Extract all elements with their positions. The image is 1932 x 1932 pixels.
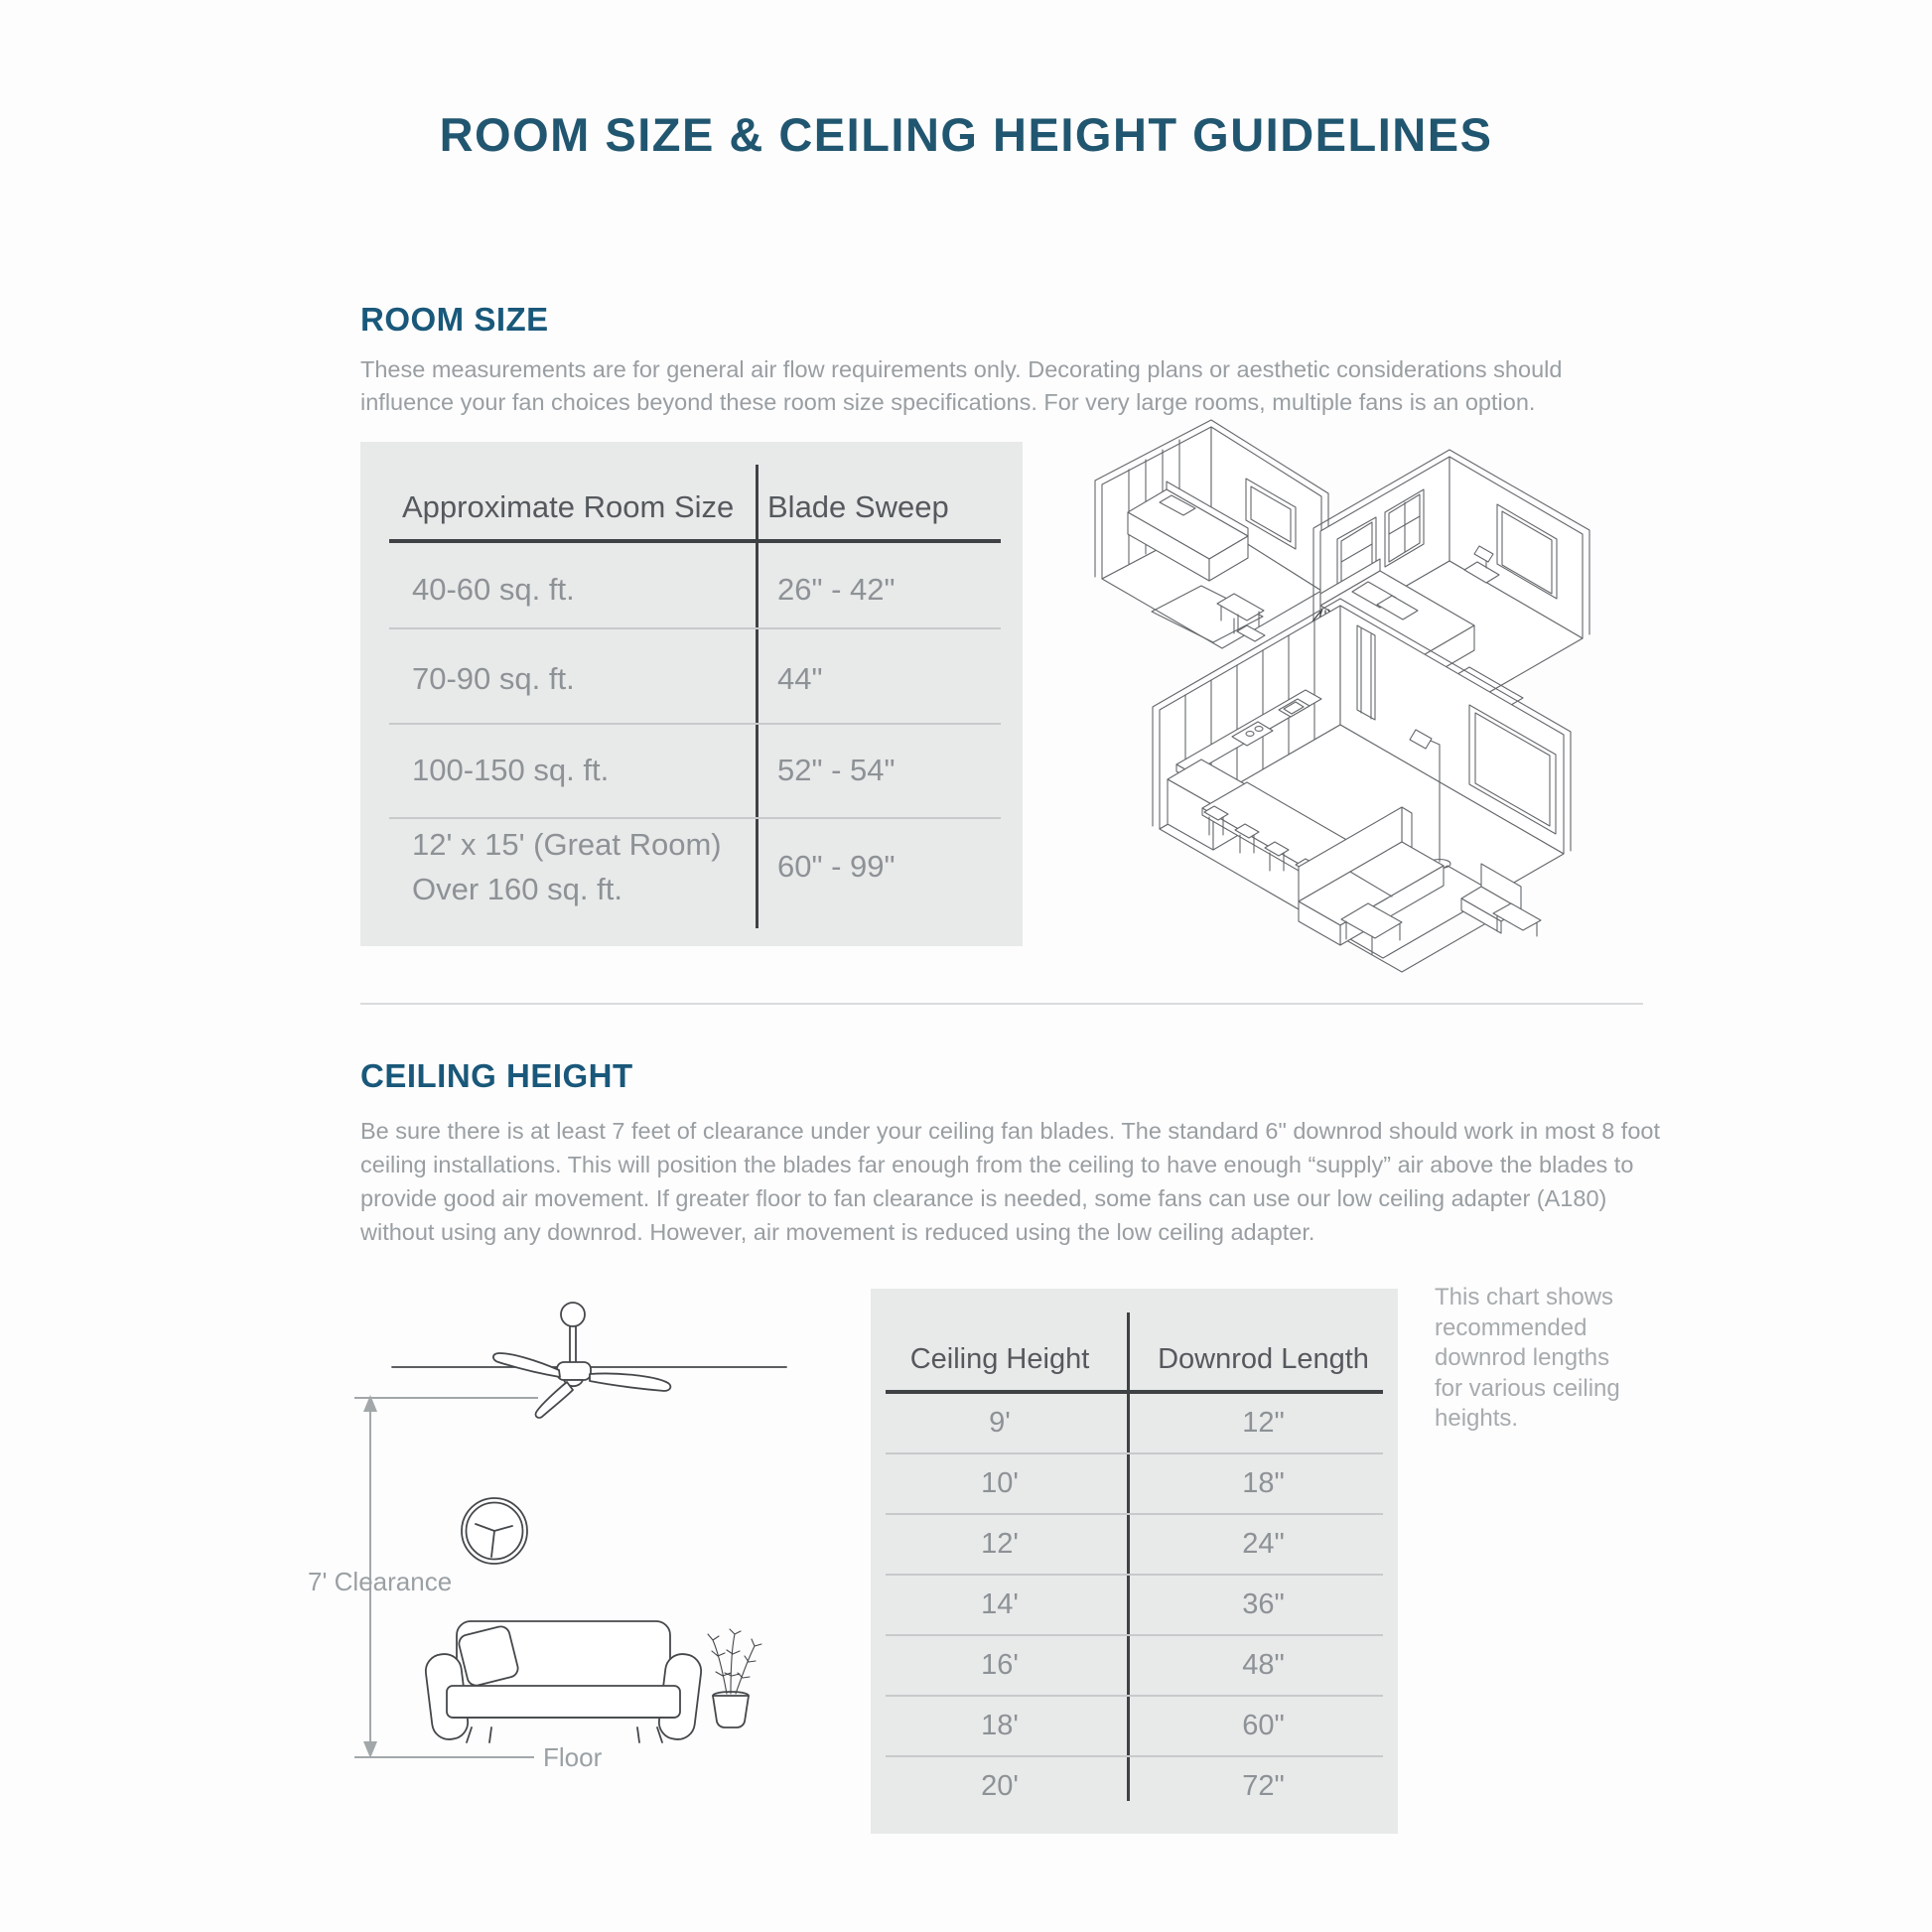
ceiling-fan-drawing <box>493 1303 670 1418</box>
table-row-cell: 72" <box>1242 1770 1285 1802</box>
table-row-cell: 12' <box>981 1528 1019 1560</box>
table-row-cell: 40-60 sq. ft. <box>412 572 575 607</box>
header-underline <box>389 539 1001 543</box>
room-size-description: These measurements are for general air flow requirements only. Decorating plans or aesthetic considerations should influence your fan choices beyond these room size specifications. For very large rooms, multiple fans is an option. <box>360 356 1563 415</box>
table-row-cell: 100-150 sq. ft. <box>412 753 610 787</box>
table-row-cell: 18' <box>981 1710 1019 1741</box>
table-row-cell: 60" <box>1242 1710 1285 1741</box>
table-row-cell-line: Over 160 sq. ft. <box>412 872 622 906</box>
row-separator <box>389 627 1001 629</box>
column-header-ceiling-height: Ceiling Height <box>909 1343 1090 1375</box>
column-divider <box>756 465 759 928</box>
room-size-heading: ROOM SIZE <box>360 301 549 338</box>
column-header-blade-sweep: Blade Sweep <box>767 489 949 524</box>
row-separator <box>389 817 1001 819</box>
ceiling-height-description: Be sure there is at least 7 feet of clearance under your ceiling fan blades. The standard 6" downrod should work in most 8 foot ceiling installations. This will position the blades far enough from the ceiling to have enough “supply” air above the blades to provide good air movement. If greater floor to fan clearance is needed, some fans can use our low ceiling adapter (A180) without using any downrod. However, air movement is reduced using the low ceiling adapter. <box>360 1118 1661 1245</box>
floor-label: Floor <box>543 1742 603 1772</box>
table-row-cell: 24" <box>1242 1528 1285 1560</box>
ceiling-height-table <box>871 1289 1398 1834</box>
table-row-cell: 18" <box>1242 1467 1285 1499</box>
table-row-cell: 10' <box>981 1467 1019 1499</box>
plant-drawing <box>708 1629 761 1727</box>
room-size-table <box>360 442 1023 946</box>
table-row-cell: 26" - 42" <box>777 572 896 607</box>
table-row-cell-line: 12' x 15' (Great Room) <box>412 827 722 862</box>
table-row-cell: 52" - 54" <box>777 753 896 787</box>
table-row-cell: 44" <box>777 661 823 696</box>
ceiling-fan-clearance-diagram <box>278 1291 854 1847</box>
clearance-label: 7' Clearance <box>308 1567 453 1596</box>
table-row-cell: 14' <box>981 1588 1019 1620</box>
table-row-cell: 9' <box>989 1407 1011 1439</box>
table-row-cell: 60" - 99" <box>777 849 896 884</box>
ceiling-height-heading: CEILING HEIGHT <box>360 1057 633 1094</box>
table-row-cell: 20' <box>981 1770 1019 1802</box>
table-row-cell: 36" <box>1242 1588 1285 1620</box>
column-header-room-size: Approximate Room Size <box>402 489 735 524</box>
page-title: ROOM SIZE & CEILING HEIGHT GUIDELINES <box>439 108 1493 161</box>
wall-clock-drawing <box>462 1498 527 1564</box>
table-row-cell: 70-90 sq. ft. <box>412 661 575 696</box>
table-row-cell: 16' <box>981 1649 1019 1681</box>
isometric-rooms-illustration <box>1052 417 1608 973</box>
table-row-cell: 48" <box>1242 1649 1285 1681</box>
table-row-cell <box>412 822 722 911</box>
chart-note: This chart shows recommended downrod lengths for various ceiling heights. <box>1435 1284 1620 1432</box>
sofa-drawing <box>424 1621 703 1742</box>
section-divider <box>360 1003 1643 1005</box>
room-small-bedroom <box>1095 420 1328 648</box>
table-row-cell: 12" <box>1242 1407 1285 1439</box>
row-separator <box>389 723 1001 725</box>
column-header-downrod-length: Downrod Length <box>1158 1343 1369 1375</box>
